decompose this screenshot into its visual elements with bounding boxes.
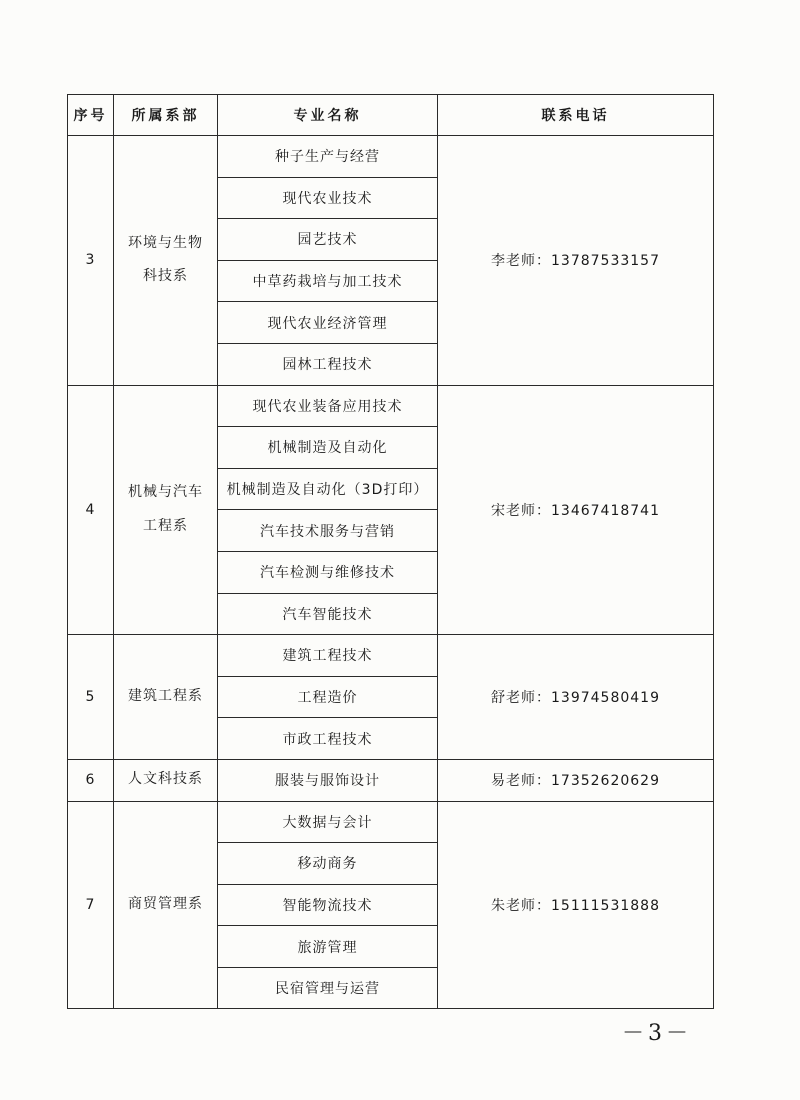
major-cell: 机械制造及自动化	[218, 427, 438, 469]
major-cell: 汽车技术服务与营销	[218, 510, 438, 552]
major-cell: 现代农业装备应用技术	[218, 385, 438, 427]
major-cell: 服装与服饰设计	[218, 759, 438, 801]
header-department: 所属系部	[114, 95, 218, 136]
department-cell	[114, 759, 218, 801]
major-cell: 工程造价	[218, 676, 438, 718]
major-cell: 机械制造及自动化（3D打印）	[218, 468, 438, 510]
department-line: 商贸管理系	[128, 896, 203, 913]
table-row	[68, 635, 714, 677]
department-cell	[114, 801, 218, 1009]
major-cell: 现代农业技术	[218, 177, 438, 219]
department-line: 建筑工程系	[128, 688, 203, 705]
serial-number-cell: 5	[68, 635, 114, 760]
department-cell	[114, 385, 218, 635]
major-cell: 园林工程技术	[218, 343, 438, 385]
major-cell: 移动商务	[218, 843, 438, 885]
major-cell: 种子生产与经营	[218, 136, 438, 178]
department-line: 环境与生物	[128, 234, 203, 251]
major-cell: 智能物流技术	[218, 884, 438, 926]
department-line: 科技系	[143, 268, 188, 285]
header-serial-number: 序号	[68, 95, 114, 136]
serial-number-cell: 6	[68, 759, 114, 801]
contact-phone-cell: 朱老师：15111531888	[438, 801, 714, 1009]
table-header-row	[68, 95, 714, 136]
major-cell: 市政工程技术	[218, 718, 438, 760]
major-cell: 汽车智能技术	[218, 593, 438, 635]
table-row	[68, 385, 714, 427]
serial-number-cell: 4	[68, 385, 114, 635]
header-contact-phone: 联系电话	[438, 95, 714, 136]
table-row	[68, 759, 714, 801]
major-cell: 民宿管理与运营	[218, 967, 438, 1009]
contact-phone-cell: 易老师：17352620629	[438, 759, 714, 801]
major-cell: 园艺技术	[218, 219, 438, 261]
contact-phone-cell: 舒老师：13974580419	[438, 635, 714, 760]
department-line: 机械与汽车	[128, 484, 203, 501]
department-cell	[114, 635, 218, 760]
page-number: －3－	[622, 1021, 692, 1046]
major-cell: 旅游管理	[218, 926, 438, 968]
majors-contact-table	[67, 94, 714, 1009]
major-cell: 中草药栽培与加工技术	[218, 260, 438, 302]
major-cell: 汽车检测与维修技术	[218, 551, 438, 593]
serial-number-cell: 7	[68, 801, 114, 1009]
contact-phone-cell: 宋老师：13467418741	[438, 385, 714, 635]
serial-number-cell: 3	[68, 136, 114, 386]
header-major-name: 专业名称	[218, 95, 438, 136]
department-cell	[114, 136, 218, 386]
table-row	[68, 136, 714, 178]
major-cell: 大数据与会计	[218, 801, 438, 843]
major-cell: 建筑工程技术	[218, 635, 438, 677]
table-row	[68, 801, 714, 843]
department-line: 工程系	[143, 517, 188, 534]
major-cell: 现代农业经济管理	[218, 302, 438, 344]
department-line: 人文科技系	[128, 771, 203, 788]
contact-phone-cell: 李老师：13787533157	[438, 136, 714, 386]
